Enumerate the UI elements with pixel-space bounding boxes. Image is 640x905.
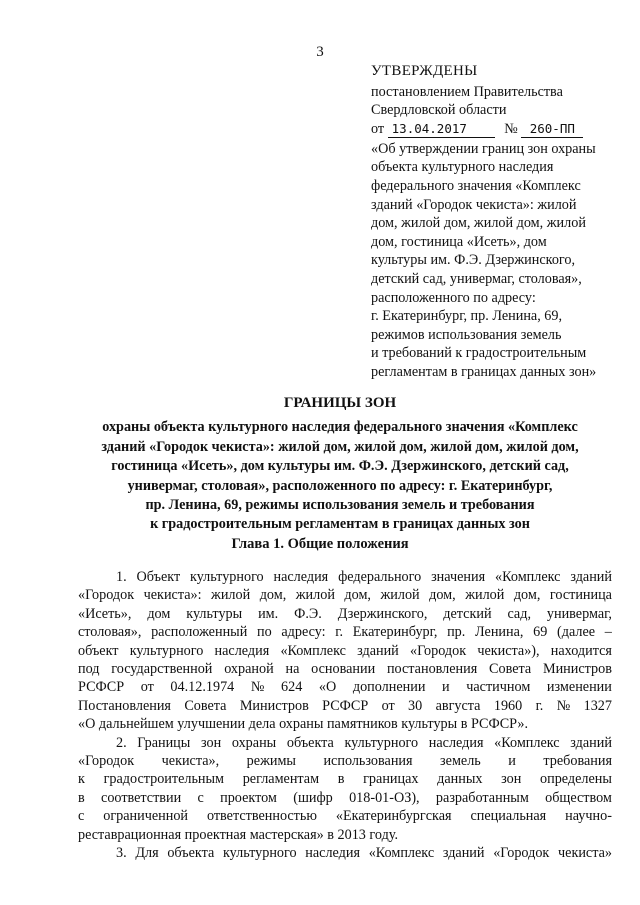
body-word: наследия [305, 845, 360, 862]
number-sign: № [504, 120, 518, 137]
body-word: гостиница [549, 587, 612, 604]
body-line [78, 844, 612, 862]
body-line [78, 660, 612, 678]
body-word: «Комплекс [368, 845, 435, 862]
document-title [70, 394, 610, 535]
body-word: Совета [489, 661, 532, 678]
body-word: чекиста», [161, 753, 220, 770]
body-word: регламентам [242, 771, 320, 788]
body-word: сад, [507, 605, 531, 622]
body-word: дом, [259, 587, 287, 604]
body-word: определены [540, 771, 612, 788]
body-word: зданий [570, 569, 612, 585]
body-line: реставрационная проектная мастерская» в 2013 году. [78, 826, 399, 843]
title-line: универмаг, столовая», расположенного по адресу: г. Екатеринбург, [127, 477, 553, 494]
approval-date: 13.04.2017 [388, 121, 495, 138]
body-word: пр. [447, 624, 466, 641]
approval-block [371, 62, 621, 382]
body-word: Министров [239, 697, 309, 714]
body-word: изменении [546, 679, 612, 696]
body-word: «Городок [78, 587, 135, 604]
body-word: РСФСР [322, 697, 369, 714]
body-word: зданий [570, 734, 612, 751]
body-line [78, 678, 612, 696]
body-line [78, 568, 612, 586]
approval-subject-line: «Об утверждении границ зон охраны [371, 140, 596, 157]
body-word: основании [311, 661, 376, 678]
body-word: Для [135, 845, 159, 862]
body-word: Постановления [78, 697, 171, 714]
approval-subject-line: объекта культурного наследия [371, 159, 554, 176]
body-word: «Городок [78, 753, 135, 770]
body-word: (шифр [293, 789, 333, 806]
body-word: к [78, 771, 85, 788]
approval-subject-line: дом, жилой дом, жилой дом, жилой [371, 215, 586, 232]
chapter-heading: Глава 1. Общие положения [231, 536, 409, 552]
body-word: дополнении [352, 679, 426, 696]
approval-subject-line: расположенного по адресу: [371, 289, 536, 306]
body-word: в [78, 789, 85, 806]
body-word: постановления [386, 661, 478, 678]
body-word: от [381, 697, 395, 714]
body-word: «Комплекс [280, 642, 346, 659]
approval-issuer-line: постановлением Правительства [371, 83, 563, 100]
body-word: от [140, 679, 154, 696]
body-line [78, 586, 612, 604]
body-word: чекиста»: [143, 587, 202, 604]
body-word: «О [318, 679, 337, 696]
body-word: жилой [465, 587, 505, 604]
body-word: наследия [214, 642, 270, 659]
body-word: зданий [357, 642, 399, 659]
body-word: объект [78, 642, 119, 659]
body-word: с [78, 808, 85, 825]
body-word: 1327 [583, 697, 612, 714]
body-word: № [250, 679, 265, 696]
body-word: и [508, 753, 516, 770]
title-main: ГРАНИЦЫ ЗОН [283, 395, 397, 411]
approval-subject-line: г. Екатеринбург, пр. Ленина, 69, [371, 308, 563, 325]
body-line: «О дальнейшем улучшении дела охраны памятников культуры в РСФСР». [78, 716, 529, 733]
approval-subject-line: и требований к градостроительным [371, 345, 587, 362]
body-word: Ф.Э. [294, 605, 322, 622]
body-line [78, 807, 612, 825]
body-word: требования [543, 753, 612, 770]
body-word: режимы [246, 753, 296, 770]
title-line: гостиница «Исеть», дом культуры им. Ф.Э. Дзержинского, детский сад, [111, 458, 569, 475]
body-text [78, 568, 612, 863]
body-word: соответствии [101, 789, 182, 806]
body-word: г. [535, 697, 544, 714]
body-word: земель [440, 753, 481, 770]
body-word: 018-01-ОЗ), [349, 789, 420, 806]
approval-number: 260-ПП [521, 121, 583, 138]
date-prefix: от [371, 120, 385, 137]
body-line [78, 734, 612, 752]
body-word: дом, [429, 587, 456, 604]
body-word: Совета [184, 697, 227, 714]
body-word: культурного [344, 734, 419, 751]
body-word: столовая», [78, 624, 142, 641]
body-word: зданий [442, 845, 485, 862]
body-word: дом [147, 605, 171, 622]
page-number: 3 [316, 44, 324, 60]
approval-subject-line: регламентам в границах данных зон» [371, 363, 597, 380]
body-word: 69 [533, 624, 548, 641]
body-word: адресу: [281, 624, 326, 641]
body-word: 624 [281, 679, 303, 696]
body-word: РСФСР [78, 679, 125, 696]
body-word: «Городок [409, 642, 467, 659]
body-line [78, 623, 612, 641]
body-word: «Исеть», [78, 605, 132, 622]
approval-subject-line: зданий «Городок чекиста»: жилой [371, 196, 577, 213]
body-word: специальная [470, 808, 547, 825]
body-word: «Городок [493, 845, 550, 862]
approval-issuer-line: Свердловской области [371, 102, 507, 119]
body-word: градостроительным [103, 771, 225, 788]
title-line: пр. Ленина, 69, режимы использования земель и требования [145, 497, 535, 514]
approval-subject-line: режимов использования земель [371, 326, 562, 343]
body-word: наследия [428, 734, 484, 751]
body-word: культурного [129, 642, 204, 659]
body-word: (далее [557, 624, 596, 641]
body-word: научно- [565, 808, 612, 825]
body-word: Ленина, [475, 624, 524, 641]
body-word: жилой [295, 587, 335, 604]
body-word: 30 [408, 697, 423, 714]
body-word: в [337, 771, 345, 788]
body-word: жилой [211, 587, 251, 604]
body-word: с [197, 789, 204, 806]
body-word: федерального [338, 569, 422, 585]
body-line [78, 770, 612, 788]
body-word: проектом [220, 789, 277, 806]
body-word: и [442, 679, 450, 696]
body-word: культурного [222, 845, 297, 862]
body-word: использования [323, 753, 413, 770]
body-word: им. [258, 605, 279, 622]
title-line: зданий «Городок чекиста»: жилой дом, жилой дом, жилой дом, жилой дом, [101, 438, 579, 455]
body-word: чекиста» [558, 845, 612, 862]
body-word: г. [335, 624, 344, 641]
body-word: ограниченной [103, 808, 189, 825]
body-word: дом, [344, 587, 371, 604]
body-word: зон [501, 771, 522, 788]
body-word: находится [550, 642, 612, 659]
body-word: государственной [111, 661, 213, 678]
body-word: разработанным [435, 789, 529, 806]
body-line [78, 697, 612, 715]
body-word: зон [200, 734, 222, 751]
body-word: под [78, 661, 100, 678]
body-word: Министров [542, 661, 612, 678]
body-word: 3. [116, 845, 127, 862]
approval-subject-line: дом, гостиница «Исеть», дом [371, 233, 547, 250]
body-word: объекта [167, 845, 215, 862]
body-line [78, 605, 612, 623]
body-word: универмаг, [546, 605, 612, 622]
approval-subject-line: детский сад, универмаг, столовая», [371, 270, 582, 287]
body-word: на [285, 661, 300, 678]
title-line: охраны объекта культурного наследия федерального значения «Комплекс [102, 419, 578, 436]
approval-heading: УТВЕРЖДЕНЫ [371, 63, 478, 79]
body-word: 04.12.1974 [170, 679, 235, 696]
body-line [78, 789, 612, 807]
body-word: обществом [545, 789, 612, 806]
body-word: Дзержинского, [337, 605, 428, 622]
body-word: августа [435, 697, 481, 714]
body-word: детский [443, 605, 492, 622]
body-word: «Комплекс [495, 569, 561, 585]
body-word: Границы [137, 734, 191, 751]
body-word: границах [363, 771, 419, 788]
body-word: 1960 [493, 697, 523, 714]
body-word: наследия [273, 569, 329, 585]
body-word: ответственностью [206, 808, 317, 825]
body-word: 1. [116, 569, 127, 585]
body-word: жилой [380, 587, 420, 604]
body-word: – [604, 624, 612, 641]
body-word: частичном [466, 679, 531, 696]
title-line: к градостроительным регламентам в границах данных зон [150, 516, 530, 533]
body-word: культуры [186, 605, 243, 622]
approval-subject-line: культуры им. Ф.Э. Дзержинского, [371, 252, 576, 269]
body-line [78, 752, 612, 770]
body-word: «Екатеринбургская [335, 808, 452, 825]
approval-date-line [371, 120, 621, 140]
body-word: значения [431, 569, 486, 585]
body-word: культурного [190, 569, 264, 585]
body-word: охраной [224, 661, 274, 678]
body-word: чекиста»), [477, 642, 540, 659]
body-word: № [556, 697, 571, 714]
body-line [78, 642, 612, 660]
body-word: Объект [136, 569, 181, 585]
body-word: данных [437, 771, 483, 788]
body-word: Екатеринбург, [352, 624, 438, 641]
body-word: расположенный [151, 624, 248, 641]
approval-subject-line: федерального значения «Комплекс [371, 177, 581, 194]
body-word: 2. [116, 734, 127, 751]
body-word: дом, [513, 587, 541, 604]
body-word: охраны [231, 734, 277, 751]
body-word: объекта [286, 734, 334, 751]
body-word: по [256, 624, 272, 641]
body-word: «Комплекс [494, 734, 560, 751]
